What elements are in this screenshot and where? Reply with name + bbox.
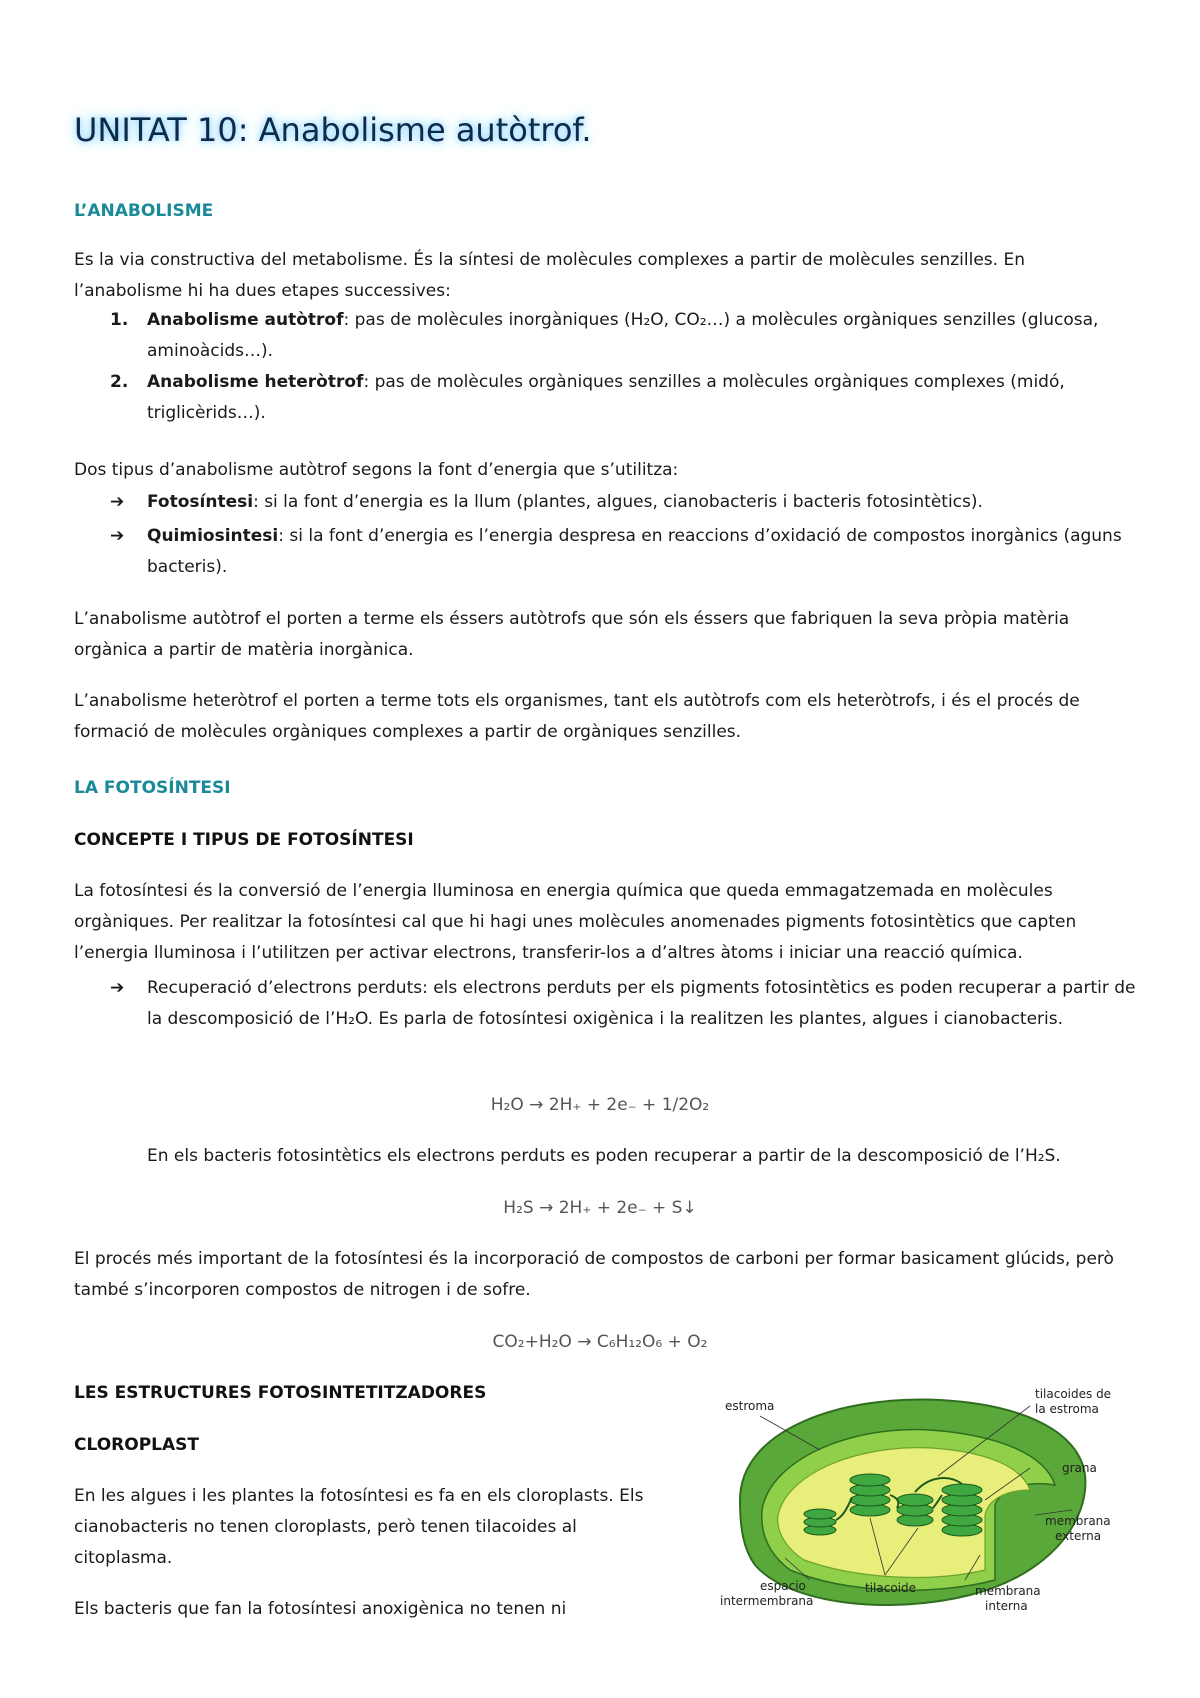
list-item-step-1 [110, 305, 1140, 367]
arrow-icon: ➔ [110, 526, 125, 546]
chloroplast-diagram [700, 1380, 1140, 1630]
paragraph-cloroplasts: En les algues i les plantes la fotosíntesi es fa en els cloroplasts. Els cianobacteris no tenen cloroplasts, però tenen tilacoides al citoplasma. [74, 1486, 644, 1568]
arrow-icon: ➔ [110, 492, 125, 512]
anabolisme-intro: Es la via constructiva del metabolisme. És la síntesi de molècules complexes a partir de molècules senzilles. En l’anabolisme hi ha dues etapes successives: [74, 250, 1025, 301]
bacteris-paragraph [110, 1141, 1140, 1172]
label-tilacoide: tilacoide [865, 1581, 916, 1595]
label-membrana-interna-1: membrana [975, 1584, 1041, 1598]
type-description: : si la font d’energia es la llum (plantes, algues, cianobacteris i bacteris fotosintètics). [253, 492, 983, 512]
list-item-fotosintesi [110, 487, 1140, 518]
arrow-icon: ➔ [110, 978, 125, 998]
step-description: : pas de molècules inorgàniques (H₂O, CO₂…) a molècules orgàniques senzilles (glucosa, aminoàcids…). [147, 310, 1099, 361]
paragraph-fotosintesi-definition: La fotosíntesi és la conversió de l’energia lluminosa en energia química que queda emmagatzemada en molècules orgàniques. Per realitzar la fotosíntesi cal que hi hagi unes molècules anomenades pigments fotosintètics que capten l’energia lluminosa i l’utilitzen per activar electrons, transferir-los a d’altres àtoms i iniciar una reacció química. [74, 881, 1077, 963]
bacteris-text: En els bacteris fotosintètics els electrons perduts es poden recuperar a partir de la descomposició de l’H₂S. [147, 1146, 1061, 1166]
paragraph-autotrof: L’anabolisme autòtrof el porten a terme els éssers autòtrofs que són els éssers que fabriquen la seva pròpia matèria orgànica a partir de matèria inorgànica. [74, 609, 1070, 660]
step-description: : pas de molècules orgàniques senzilles a molècules orgàniques complexes (midó, triglicèrids…). [147, 372, 1065, 423]
section-heading-estructures: LES ESTRUCTURES FOTOSINTETITZADORES [74, 1383, 487, 1403]
label-membrana-externa-1: membrana [1045, 1514, 1111, 1528]
label-membrana-externa-2: externa [1055, 1529, 1102, 1543]
granum-left [804, 1509, 836, 1535]
label-espacio-2: intermembrana [720, 1594, 814, 1608]
subheading-concepte: CONCEPTE I TIPUS DE FOTOSÍNTESI [74, 830, 414, 850]
type-term: Fotosíntesi [147, 492, 254, 512]
paragraph-heterotrof: L’anabolisme heteròtrof el porten a terme tots els organismes, tant els autòtrofs com els heteròtrofs, i és el procés de formació de molècules orgàniques complexes a partir de orgàniques senzilles. [74, 691, 1080, 742]
label-grana: grana [1062, 1461, 1097, 1475]
paragraph-bacteris-anoxigenica: Els bacteris que fan la fotosíntesi anoxigènica no tenen ni [74, 1599, 567, 1619]
type-description: : si la font d’energia es l’energia despresa en reaccions d’oxidació de compostos inorgànics (aguns bacteris). [147, 526, 1122, 577]
label-membrana-interna-2: interna [985, 1599, 1028, 1613]
types-intro: Dos tipus d’anabolisme autòtrof segons la font d’energia que s’utilitza: [74, 460, 679, 480]
list-item-quimiosintesi [110, 521, 1140, 583]
equation-glucose: CO₂+H₂O → C₆H₁₂O₆ + O₂ [492, 1332, 708, 1352]
type-term: Quimiosintesi [147, 526, 279, 546]
list-item-recuperacio [110, 973, 1140, 1035]
list-number: 1. [110, 310, 129, 330]
step-term: Anabolisme autòtrof [147, 310, 344, 330]
label-tilacoides-1: tilacoides de [1035, 1387, 1112, 1401]
page-title: UNITAT 10: Anabolisme autòtrof. [74, 111, 592, 149]
label-espacio-1: espacio [760, 1579, 806, 1593]
label-tilacoides-2: la estroma [1035, 1402, 1099, 1416]
equation-water-split: H₂O → 2H₊ + 2e₋ + 1/2O₂ [490, 1095, 710, 1115]
granum-center-2 [897, 1494, 933, 1526]
paragraph-carboni: El procés més important de la fotosíntesi és la incorporació de compostos de carboni per formar basicament glúcids, però també s’incorporen compostos de nitrogen i de sofre. [74, 1249, 1114, 1300]
list-item-step-2 [110, 367, 1140, 429]
section-heading-fotosintesi: LA FOTOSÍNTESI [74, 778, 231, 798]
subheading-cloroplast: CLOROPLAST [74, 1435, 199, 1455]
section-heading-anabolisme: L’ANABOLISME [74, 201, 214, 221]
recuperacio-text: Recuperació d’electrons perduts: els electrons perduts per els pigments fotosintètics es poden recuperar a partir de la descomposició de l’H₂O. Es parla de fotosíntesi oxigènica i la realitzen les plantes, algues i cianobacteris. [147, 978, 1136, 1029]
equation-h2s-split: H₂S → 2H₊ + 2e₋ + S↓ [503, 1198, 697, 1218]
list-number: 2. [110, 372, 129, 392]
granum-right [942, 1484, 982, 1536]
label-estroma: estroma [725, 1399, 775, 1413]
step-term: Anabolisme heteròtrof [147, 372, 364, 392]
